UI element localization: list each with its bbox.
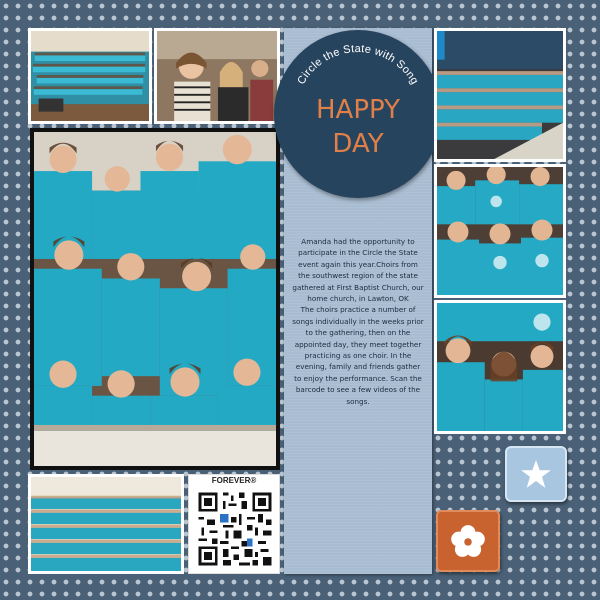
photo-audience-women [154, 28, 280, 124]
flower-icon [438, 512, 498, 570]
photo-choir-wide-top-left [28, 28, 152, 124]
star-icon [507, 448, 565, 500]
flower-tile [436, 510, 500, 572]
journaling-text [292, 236, 424, 407]
qr-code-card[interactable] [188, 474, 280, 574]
photo-choir-kids-mid-right [434, 164, 566, 298]
title-badge [274, 30, 442, 198]
photo-choir-balcony-top-right [434, 28, 566, 162]
journal-paragraph: Amanda had the opportunity to participate in the Circle the State event again this year.Choirs from the southwest region of the state gathered at First Baptist Church, our home church, in Lawton, OK [292, 237, 424, 304]
photo-choir-kids-large [30, 128, 280, 470]
star-tile [505, 446, 567, 502]
photo-choir-wide-bottom-left [28, 474, 184, 574]
photo-choir-kids-lower-right [434, 300, 566, 434]
journal-paragraph: The choirs practice a number of songs individually in the weeks prior to the gathering, then on the appointed day, they meet together practicing as one choir. In the evening, family and friends gather to enjoy the performance. Scan the barcode to see a few videos of the songs. [292, 305, 424, 406]
qr-code-icon[interactable] [196, 488, 274, 570]
qr-label: FOREVER® [211, 476, 257, 485]
title-day: DAY [332, 129, 384, 159]
title-happy: HAPPY [315, 95, 401, 125]
badge-arc-text: Circle the State with Song [295, 43, 421, 87]
